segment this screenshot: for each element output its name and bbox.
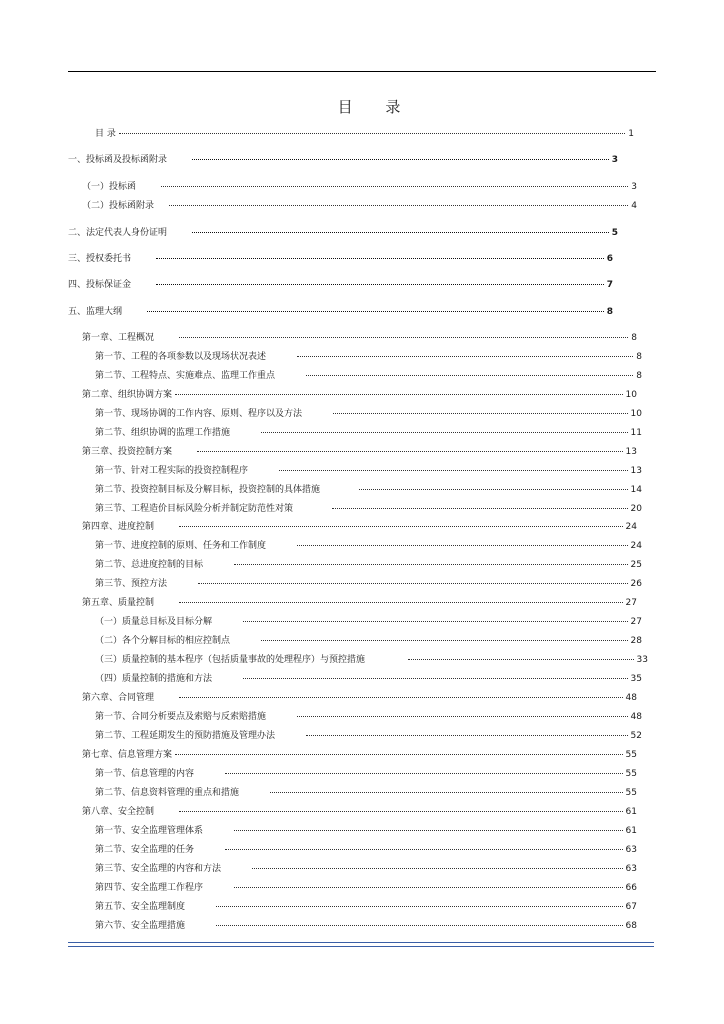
toc-entry[interactable]: （一）投标函 3 [82, 182, 637, 192]
toc-entry[interactable]: 第一章、工程概况 8 [82, 333, 637, 343]
toc-entry[interactable]: （一）质量总目标及目标分解 27 [95, 617, 642, 627]
toc-entry[interactable]: 第一节、安全监理管理体系 61 [95, 826, 637, 836]
toc-entry[interactable]: 一、投标函及投标函附录 3 [68, 155, 618, 165]
toc-entry[interactable]: 四、投标保证金 7 [68, 280, 613, 290]
toc-entry[interactable]: （四）质量控制的措施和方法 35 [95, 674, 642, 684]
toc-entry[interactable]: 第三节、预控方法 26 [95, 579, 642, 589]
toc-entry[interactable]: 第四节、安全监理工作程序 66 [95, 883, 637, 893]
toc-entry[interactable]: 第一节、针对工程实际的投资控制程序 13 [95, 466, 642, 476]
toc-entry[interactable]: 第一节、进度控制的原则、任务和工作制度 24 [95, 541, 642, 551]
toc-entry[interactable]: 三、授权委托书 6 [68, 254, 613, 264]
toc-entry[interactable]: 第六节、安全监理措施 68 [95, 921, 637, 931]
toc-entry[interactable]: 第三章、投资控制方案 13 [82, 447, 637, 457]
toc-entry[interactable]: 第八章、安全控制 61 [82, 807, 637, 817]
toc-entry[interactable]: 五、监理大纲 8 [68, 307, 613, 317]
toc-entry[interactable]: 目 录 1 [95, 129, 634, 139]
toc-entry[interactable]: 第一节、工程的各项参数以及现场状况表述 8 [95, 352, 642, 362]
footer-rule [68, 942, 654, 947]
toc-entry[interactable]: 第二节、信息资料管理的重点和措施 55 [95, 788, 637, 798]
toc-entry[interactable]: 第一节、现场协调的工作内容、原则、程序以及方法 10 [95, 409, 642, 419]
toc-entry[interactable]: 第五节、安全监理制度 67 [95, 902, 637, 912]
toc-entry[interactable]: 第二节、安全监理的任务 63 [95, 845, 637, 855]
toc-entry[interactable]: （二）各个分解目标的相应控制点 28 [95, 636, 642, 646]
toc-entry[interactable]: 第六章、合同管理 48 [82, 693, 637, 703]
toc-entry[interactable]: （三）质量控制的基本程序（包括质量事故的处理程序）与预控措施 33 [95, 655, 648, 665]
page-title: 目 录 [337, 98, 415, 116]
toc-entry[interactable]: （二）投标函附录 4 [82, 201, 637, 211]
toc-entry[interactable]: 第二节、工程延期发生的预防措施及管理办法 52 [95, 731, 642, 741]
toc-entry[interactable]: 第七章、信息管理方案 55 [82, 750, 637, 760]
toc-entry[interactable]: 第二节、工程特点、实施难点、监理工作重点 8 [95, 371, 642, 381]
toc-entry[interactable]: 第一节、信息管理的内容 55 [95, 769, 637, 779]
toc-entry[interactable]: 第二节、总进度控制的目标 25 [95, 560, 642, 570]
toc-entry[interactable]: 第一节、合同分析要点及索赔与反索赔措施 48 [95, 712, 642, 722]
toc-entry[interactable]: 第二节、投资控制目标及分解目标，投资控制的具体措施 14 [95, 485, 642, 495]
toc-entry[interactable]: 第三节、安全监理的内容和方法 63 [95, 864, 637, 874]
toc-entry[interactable]: 第三节、工程造价目标风险分析并制定防范性对策 20 [95, 504, 642, 514]
toc-entry[interactable]: 第二章、组织协调方案 10 [82, 390, 637, 400]
toc-entry[interactable]: 第二节、组织协调的监理工作措施 11 [95, 428, 642, 438]
toc-entry[interactable]: 二、法定代表人身份证明 5 [68, 228, 618, 238]
toc-entry[interactable]: 第四章、进度控制 24 [82, 522, 637, 532]
toc-entry[interactable]: 第五章、质量控制 27 [82, 598, 637, 608]
